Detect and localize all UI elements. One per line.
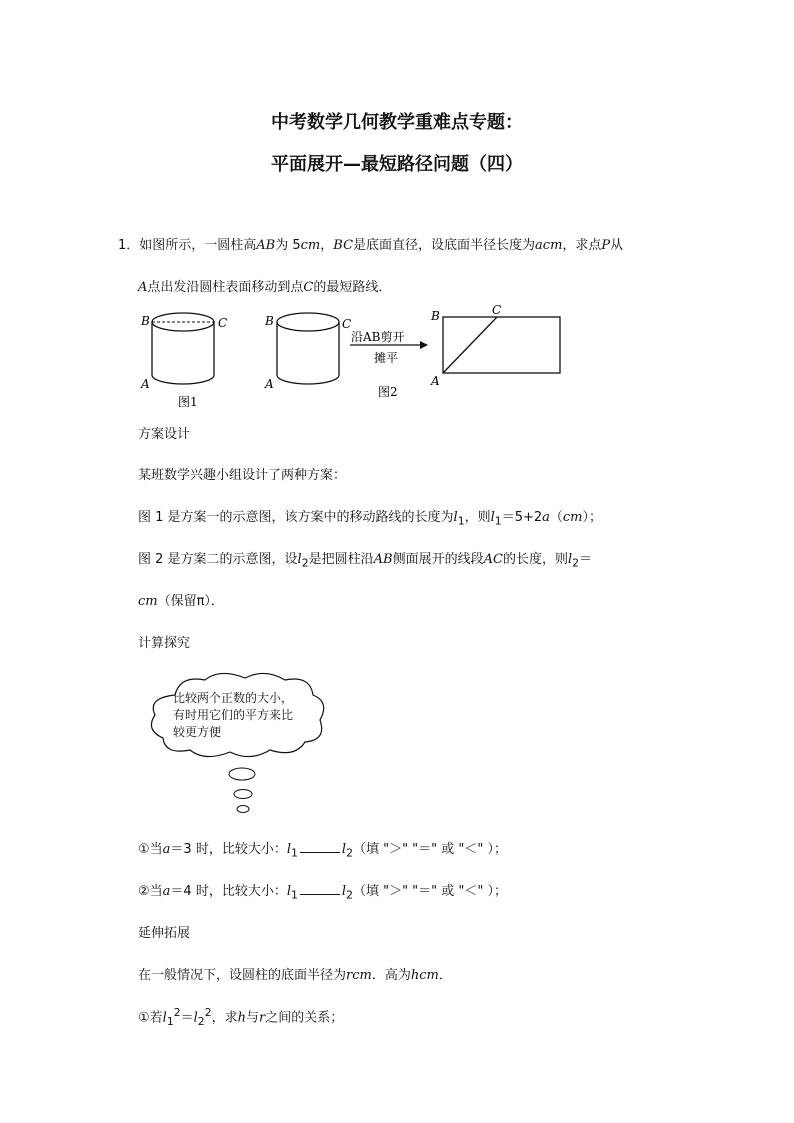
fig1-caption: 图1: [178, 395, 198, 409]
design-text: 图 2 是方案二的示意图，设: [138, 552, 298, 567]
sub-1: 1: [291, 846, 298, 860]
label-b-rect: B: [431, 309, 440, 323]
design-text: 的长度，则: [502, 552, 568, 567]
var-a: a: [162, 884, 171, 899]
unfolded-rectangle: [430, 303, 560, 388]
calc-question-2: [138, 880, 507, 902]
sub-1: 1: [291, 888, 298, 902]
design-paragraph-2: [138, 506, 602, 528]
calc-text: ＝4 时，比较大小：: [170, 884, 287, 899]
label-c-fig1: C: [218, 316, 228, 330]
label-b-fig1: B: [141, 314, 150, 328]
fig2-caption: 图2: [378, 385, 398, 399]
cylinder-fig1: [140, 313, 227, 409]
var-hcm: hcm: [410, 968, 439, 983]
design-text: 侧面展开的线段: [392, 552, 484, 567]
var-l1: l: [453, 510, 458, 525]
cylinder-fig2: [264, 313, 351, 391]
label-a-fig1: A: [141, 377, 150, 391]
q1-bc: BC: [333, 238, 354, 253]
question-number: 1．: [118, 238, 140, 253]
question-1-line2: [138, 276, 391, 295]
q1-text: ，: [320, 238, 334, 253]
var-l2: l: [297, 552, 302, 567]
label-a-rect: A: [431, 374, 440, 388]
extension-paragraph-2: [138, 1006, 343, 1028]
q1-text: 如图所示，一圆柱高: [139, 238, 257, 253]
ext-text: ．高为: [371, 968, 411, 983]
unit-cm: cm: [562, 510, 583, 525]
label-c-rect: C: [492, 303, 502, 317]
sub-2: 2: [346, 888, 353, 902]
calc-text: ＝3 时，比较大小：: [170, 842, 287, 857]
q1-text: 的最短路线．: [313, 280, 392, 295]
var-a: a: [542, 510, 550, 525]
q1-text: ，求点: [562, 238, 602, 253]
calc-text: （填 "＞" "＝" 或 "＜" ）；: [352, 884, 507, 899]
q1-text: 是底面直径，设底面半径长度为: [353, 238, 536, 253]
q1-point-c: C: [303, 280, 314, 295]
sup-2: 2: [173, 1006, 181, 1019]
var-l2: l: [567, 552, 573, 567]
design-text: （: [549, 510, 563, 525]
q1-point-a: A: [138, 280, 148, 295]
ext-text: ．: [438, 968, 452, 983]
var-ab: AB: [373, 552, 393, 567]
q1-cm: cm: [300, 238, 321, 253]
sub-1: 1: [166, 1014, 174, 1028]
section-heading-calc: 计算探究: [138, 636, 191, 651]
q1-text: 点出发沿圆柱表面移动到点: [147, 280, 304, 295]
sub-1: 1: [494, 514, 502, 528]
section-heading-extension: 延伸拓展: [138, 926, 191, 941]
q1-text: 从: [610, 238, 624, 253]
sup-2: 2: [204, 1006, 212, 1019]
var-rcm: rcm: [346, 968, 372, 983]
sub-2: 2: [197, 1014, 205, 1028]
var-l2: l: [193, 1010, 198, 1026]
var-l1: l: [286, 884, 291, 899]
sub-2: 2: [301, 556, 309, 570]
ext-text: ①若: [138, 1010, 163, 1026]
design-text: （保留π）．: [157, 594, 224, 609]
ext-text: ＝: [180, 1010, 194, 1026]
var-r: r: [258, 1010, 266, 1026]
var-l2: l: [341, 884, 347, 899]
calc-text: ①当: [138, 842, 163, 857]
var-l2: l: [341, 842, 347, 857]
sub-2: 2: [572, 556, 580, 570]
arrow-top-label: 沿AB剪开: [351, 330, 405, 344]
unit-cm: cm: [138, 594, 158, 609]
calc-text: （填 "＞" "＝" 或 "＜" ）；: [352, 842, 507, 857]
ext-text: 之间的关系；: [265, 1010, 344, 1026]
ext-text: 与: [245, 1010, 259, 1026]
design-text: ，则: [464, 510, 491, 525]
sub-2: 2: [346, 846, 353, 860]
unfold-arrow: [350, 330, 428, 399]
design-text: 是把圆柱沿: [308, 552, 374, 567]
page-title: 中考数学几何教学重难点专题：: [271, 112, 523, 133]
label-c-fig2: C: [342, 317, 352, 331]
answer-blank[interactable]: [300, 882, 340, 895]
q1-acm: acm: [535, 238, 563, 253]
calc-question-1: [138, 838, 507, 860]
page-subtitle: 平面展开—最短路径问题（四）: [271, 154, 523, 175]
cloud-text: 比较两个正数的大小，有时用它们的平方来比较更方便: [173, 691, 294, 739]
var-a: a: [162, 842, 171, 857]
label-a-fig2: A: [265, 377, 274, 391]
question-1-line1: [118, 234, 623, 253]
section-heading-design: 方案设计: [138, 427, 191, 442]
q1-ab: AB: [256, 238, 276, 253]
design-text: ＝: [579, 552, 593, 567]
answer-blank[interactable]: [300, 840, 340, 853]
q1-text: 为 5: [275, 238, 301, 253]
extension-paragraph-1: [138, 964, 452, 983]
design-paragraph-1: 某班数学兴趣小组设计了两种方案：: [138, 468, 347, 483]
var-ac: AC: [483, 552, 503, 567]
design-text: ）；: [582, 510, 603, 525]
var-l1: l: [162, 1010, 167, 1026]
label-b-fig2: B: [265, 314, 274, 328]
calc-text: ②当: [138, 884, 163, 899]
q1-p: P: [601, 238, 611, 253]
segment-ac: [443, 317, 497, 373]
arrow-bottom-label: 摊平: [374, 351, 399, 365]
figures-diagram: [130, 300, 580, 410]
design-paragraph-3: [138, 548, 592, 570]
design-paragraph-4: [138, 590, 224, 609]
var-h: h: [237, 1010, 246, 1026]
design-text: ＝5+2: [501, 510, 543, 525]
sub-1: 1: [457, 514, 465, 528]
ext-text: 在一般情况下，设圆柱的底面半径为: [138, 968, 347, 983]
design-text: 图 1 是方案一的示意图，该方案中的移动路线的长度为: [138, 510, 454, 525]
ext-text: ，求: [211, 1010, 238, 1026]
var-l1: l: [490, 510, 495, 525]
var-l1: l: [286, 842, 291, 857]
